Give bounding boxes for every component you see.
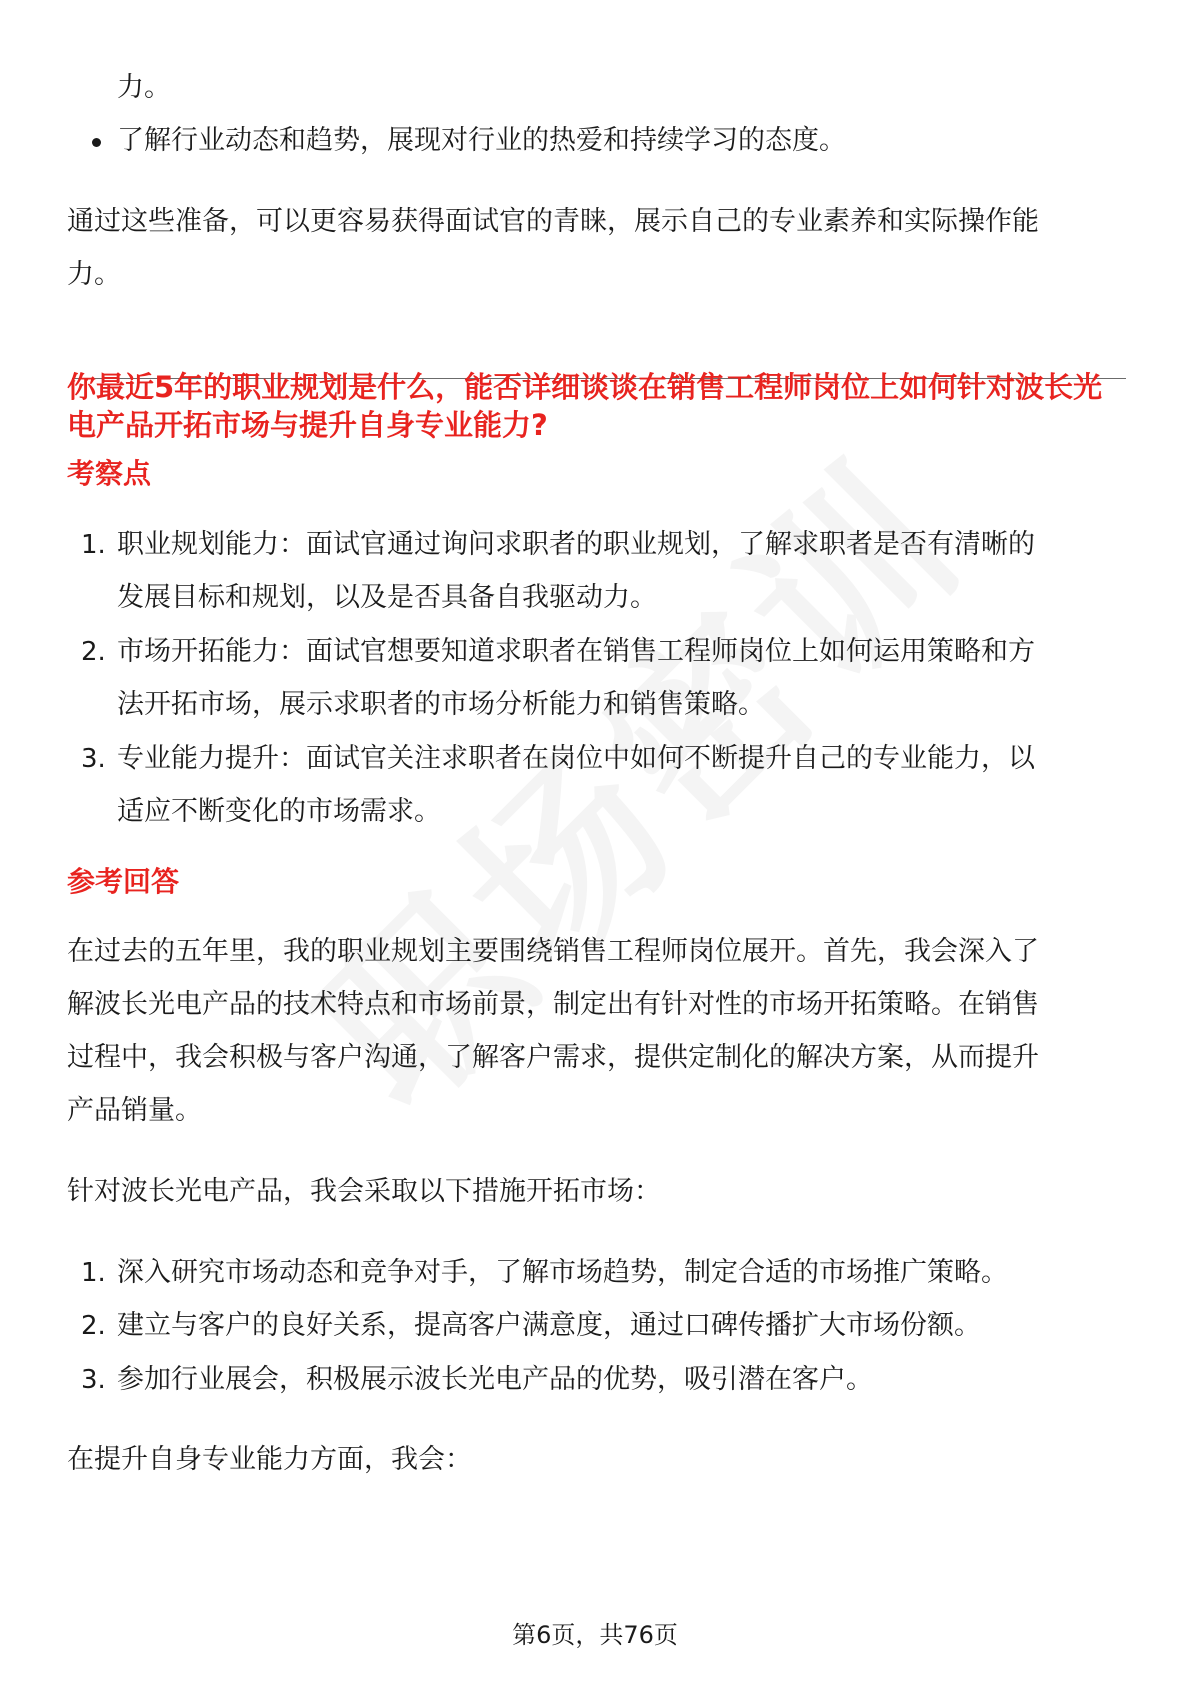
answer-paragraph-1-line-1: 在过去的五年里，我的职业规划主要围绕销售工程师岗位展开。首先，我会深入了: [67, 936, 1039, 967]
summary-line-1: 通过这些准备，可以更容易获得面试官的青睐，展示自己的专业素养和实际操作能: [67, 206, 1039, 237]
focus-item-2-line-1: 市场开拓能力：面试官想要知道求职者在销售工程师岗位上如何运用策略和方: [117, 636, 1035, 667]
answer-paragraph-1-line-2: 解波长光电产品的技术特点和市场前景，制定出有针对性的市场开拓策略。在销售: [67, 989, 1039, 1020]
focus-item-3-line-1: 专业能力提升：面试官关注求职者在岗位中如何不断提升自己的专业能力，以: [117, 743, 1035, 774]
summary-line-2: 力。: [67, 259, 121, 290]
bullet-dot: [92, 138, 101, 147]
measure-number: 2.: [81, 1311, 106, 1341]
focus-heading: 考察点: [67, 457, 152, 490]
measure-item-1: 深入研究市场动态和竞争对手，了解市场趋势，制定合适的市场推广策略。: [117, 1257, 1008, 1288]
answer-paragraph-2: 针对波长光电产品，我会采取以下措施开拓市场：: [67, 1176, 661, 1207]
focus-item-number: 3.: [81, 744, 106, 774]
answer-paragraph-1-line-4: 产品销量。: [67, 1095, 202, 1126]
question-title-line-1: 你最近5年的职业规划是什么，能否详细谈谈在销售工程师岗位上如何针对波长光: [67, 370, 1103, 404]
measure-number: 3.: [81, 1365, 106, 1395]
question-title-line-2: 电产品开拓市场与提升自身专业能力?: [67, 408, 548, 442]
page-number: 第6页，共76页: [512, 1621, 678, 1649]
focus-item-3-line-2: 适应不断变化的市场需求。: [117, 796, 441, 827]
bullet-item: 了解行业动态和趋势，展现对行业的热爱和持续学习的态度。: [117, 125, 846, 156]
answer-paragraph-3: 在提升自身专业能力方面，我会：: [67, 1444, 472, 1475]
focus-item-number: 2.: [81, 637, 106, 667]
measure-number: 1.: [81, 1258, 106, 1288]
focus-item-1-line-1: 职业规划能力：面试官通过询问求职者的职业规划，了解求职者是否有清晰的: [117, 529, 1035, 560]
measure-item-3: 参加行业展会，积极展示波长光电产品的优势，吸引潜在客户。: [117, 1364, 873, 1395]
answer-paragraph-1-line-3: 过程中，我会积极与客户沟通，了解客户需求，提供定制化的解决方案，从而提升: [67, 1042, 1039, 1073]
focus-item-number: 1.: [81, 530, 106, 560]
measure-item-2: 建立与客户的良好关系，提高客户满意度，通过口碑传播扩大市场份额。: [117, 1310, 981, 1341]
focus-item-2-line-2: 法开拓市场，展示求职者的市场分析能力和销售策略。: [117, 689, 765, 720]
focus-item-1-line-2: 发展目标和规划，以及是否具备自我驱动力。: [117, 582, 657, 613]
continuation-text: 力。: [117, 72, 171, 103]
answer-heading: 参考回答: [67, 865, 180, 898]
